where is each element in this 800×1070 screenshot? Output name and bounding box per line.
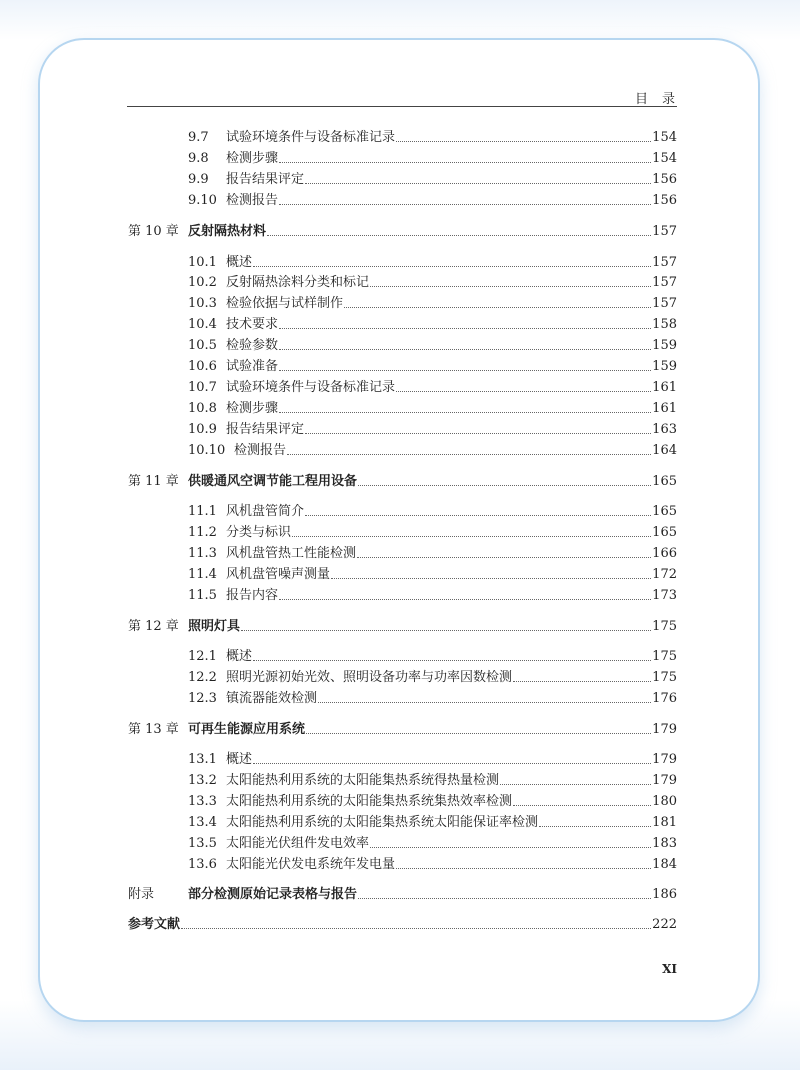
toc-entry-title: 风机盘管简介 <box>226 504 305 519</box>
toc-entry-title: 可再生能源应用系统 <box>188 722 306 737</box>
toc-leader-dots <box>305 183 651 184</box>
toc-entry-number: 12.2 <box>188 670 217 685</box>
toc-entry-number: 10.3 <box>188 296 217 311</box>
toc-section-row[interactable] <box>188 357 677 377</box>
toc-entry-number: 10.8 <box>188 401 217 416</box>
toc-entry-number: 附录 <box>128 887 155 902</box>
toc-entry-number: 9.9 <box>188 172 209 187</box>
header-title: 目录 <box>634 92 689 107</box>
toc-section-row[interactable] <box>188 813 677 833</box>
toc-leader-dots <box>396 141 651 142</box>
toc-entry-number: 11.4 <box>188 567 217 582</box>
toc-entry-page: 157 <box>652 255 677 270</box>
toc-entry-number: 9.8 <box>188 151 209 166</box>
toc-leader-dots <box>279 370 651 371</box>
toc-section-row[interactable] <box>188 170 677 190</box>
toc-entry-title: 分类与标识 <box>226 525 292 540</box>
toc-section-row[interactable] <box>188 128 677 148</box>
toc-leader-dots <box>279 599 651 600</box>
toc-leader-dots <box>292 536 651 537</box>
toc-entry-page: 183 <box>652 836 677 851</box>
toc-leader-dots <box>370 847 651 848</box>
toc-leader-dots <box>181 928 651 929</box>
toc-section-row[interactable] <box>188 502 677 522</box>
toc-section-row[interactable] <box>188 420 677 440</box>
toc-entry-page: 179 <box>652 722 677 737</box>
toc-entry-page: 161 <box>652 401 677 416</box>
toc-entry-number: 13.1 <box>188 752 217 767</box>
running-header <box>127 88 689 107</box>
toc-entry-number: 第 10 章 <box>128 224 179 239</box>
toc-entry-title: 概述 <box>226 255 253 270</box>
toc-entry-title: 照明灯具 <box>188 619 241 634</box>
toc-section-row[interactable] <box>188 689 677 709</box>
toc-leader-dots <box>253 266 651 267</box>
toc-entry-title: 检测报告 <box>234 443 287 458</box>
toc-leader-dots <box>287 454 651 455</box>
toc-entry-page: 157 <box>652 224 677 239</box>
toc-chapter-row[interactable] <box>128 222 677 242</box>
toc-entry-page: 156 <box>652 193 677 208</box>
toc-entry-number: 13.3 <box>188 794 217 809</box>
toc-leader-dots <box>539 826 651 827</box>
toc-entry-title: 试验环境条件与设备标准记录 <box>226 380 396 395</box>
toc-leader-dots <box>396 868 651 869</box>
toc-entry-title: 风机盘管热工性能检测 <box>226 546 357 561</box>
toc-entry-page: 181 <box>652 815 677 830</box>
toc-entry-number: 9.7 <box>188 130 209 145</box>
toc-leader-dots <box>253 660 651 661</box>
toc-entry-title: 风机盘管噪声测量 <box>226 567 331 582</box>
toc-section-row[interactable] <box>188 792 677 812</box>
toc-entry-title: 参考文献 <box>128 917 181 932</box>
toc-section-row[interactable] <box>188 855 677 875</box>
toc-leader-dots <box>241 630 651 631</box>
toc-section-row[interactable] <box>188 834 677 854</box>
toc-entry-title: 检验依据与试样制作 <box>226 296 344 311</box>
toc-section-row[interactable] <box>188 544 677 564</box>
toc-entry-title: 太阳能光伏发电系统年发电量 <box>226 857 396 872</box>
toc-entry-number: 13.2 <box>188 773 217 788</box>
toc-leader-dots <box>358 898 651 899</box>
toc-entry-title: 技术要求 <box>226 317 279 332</box>
toc-entry-page: 179 <box>652 773 677 788</box>
toc-entry-title: 反射隔热材料 <box>188 224 267 239</box>
toc-entry-number: 10.4 <box>188 317 217 332</box>
toc-chapter-row[interactable] <box>128 720 677 740</box>
toc-entry-number: 10.2 <box>188 275 217 290</box>
toc-section-row[interactable] <box>188 191 677 211</box>
toc-entry-page: 156 <box>652 172 677 187</box>
toc-section-row[interactable] <box>188 668 677 688</box>
toc-entry-title: 反射隔热涂料分类和标记 <box>226 275 370 290</box>
toc-entry-page: 176 <box>652 691 677 706</box>
toc-leader-dots <box>370 286 651 287</box>
toc-entry-number: 12.3 <box>188 691 217 706</box>
toc-leader-dots <box>279 412 651 413</box>
toc-leader-dots <box>267 235 651 236</box>
toc-entry-page: 173 <box>652 588 677 603</box>
toc-entry-number: 10.1 <box>188 255 217 270</box>
toc-entry-title: 部分检测原始记录表格与报告 <box>188 887 358 902</box>
toc-entry-page: 163 <box>652 422 677 437</box>
toc-section-row[interactable] <box>188 771 677 791</box>
toc-entry-title: 试验准备 <box>226 359 279 374</box>
toc-entry-number: 11.1 <box>188 504 217 519</box>
toc-entry-number: 13.5 <box>188 836 217 851</box>
toc-entry-number: 9.10 <box>188 193 217 208</box>
toc-leader-dots <box>253 763 651 764</box>
toc-entry-title: 镇流器能效检测 <box>226 691 318 706</box>
toc-entry-title: 报告结果评定 <box>226 422 305 437</box>
toc-leader-dots <box>279 349 651 350</box>
toc-leader-dots <box>358 485 651 486</box>
toc-entry-page: 165 <box>652 525 677 540</box>
toc-leader-dots <box>331 578 651 579</box>
toc-entry-page: 154 <box>652 130 677 145</box>
toc-entry-number: 第 11 章 <box>128 474 179 489</box>
toc-leader-dots <box>279 204 651 205</box>
toc-entry-number: 11.2 <box>188 525 217 540</box>
toc-leader-dots <box>279 162 651 163</box>
toc-leader-dots <box>344 307 651 308</box>
toc-entry-title: 检验参数 <box>226 338 279 353</box>
toc-chapter-row[interactable] <box>128 472 677 492</box>
toc-leader-dots <box>305 515 651 516</box>
toc-entry-title: 太阳能热利用系统的太阳能集热系统太阳能保证率检测 <box>226 815 539 830</box>
toc-entry-title: 报告结果评定 <box>226 172 305 187</box>
toc-section-row[interactable] <box>188 149 677 169</box>
toc-entry-page: 159 <box>652 359 677 374</box>
toc-section-row[interactable] <box>188 378 677 398</box>
toc-entry-page: 154 <box>652 151 677 166</box>
toc-entry-page: 161 <box>652 380 677 395</box>
toc-entry-number: 第 13 章 <box>128 722 179 737</box>
toc-entry-page: 175 <box>652 619 677 634</box>
toc-entry-title: 报告内容 <box>226 588 279 603</box>
toc-entry-title: 照明光源初始光效、照明设备功率与功率因数检测 <box>226 670 513 685</box>
toc-entry-page: 186 <box>652 887 677 902</box>
toc-entry-page: 165 <box>652 504 677 519</box>
toc-entry-page: 164 <box>652 443 677 458</box>
toc-entry-title: 概述 <box>226 752 253 767</box>
toc-section-row[interactable] <box>188 750 677 770</box>
toc-entry-number: 10.10 <box>188 443 226 458</box>
toc-entry-page: 184 <box>652 857 677 872</box>
toc-entry-title: 概述 <box>226 649 253 664</box>
toc-entry-number: 13.6 <box>188 857 217 872</box>
toc-entry-page: 166 <box>652 546 677 561</box>
toc-entry-title: 太阳能光伏组件发电效率 <box>226 836 370 851</box>
toc-section-row[interactable] <box>188 441 677 461</box>
toc-entry-title: 试验环境条件与设备标准记录 <box>226 130 396 145</box>
toc-entry-number: 11.3 <box>188 546 217 561</box>
toc-leader-dots <box>306 733 651 734</box>
toc-entry-number: 13.4 <box>188 815 217 830</box>
toc-leader-dots <box>396 391 651 392</box>
toc-entry-number: 第 12 章 <box>128 619 179 634</box>
toc-leader-dots <box>279 328 651 329</box>
page-number: XI <box>662 962 677 976</box>
toc-entry-title: 太阳能热利用系统的太阳能集热系统集热效率检测 <box>226 794 513 809</box>
toc-section-row[interactable] <box>188 399 677 419</box>
page-background-top <box>0 0 800 40</box>
toc-entry-number: 10.9 <box>188 422 217 437</box>
toc-entry-page: 175 <box>652 649 677 664</box>
toc-section-row[interactable] <box>188 523 677 543</box>
toc-leader-dots <box>513 805 651 806</box>
toc-section-row[interactable] <box>188 253 677 273</box>
toc-entry-page: 222 <box>652 917 677 932</box>
toc-entry-page: 175 <box>652 670 677 685</box>
toc-entry-page: 165 <box>652 474 677 489</box>
toc-section-row[interactable] <box>188 586 677 606</box>
toc-entry-page: 172 <box>652 567 677 582</box>
toc-chapter-row[interactable] <box>128 915 677 935</box>
toc-section-row[interactable] <box>188 294 677 314</box>
toc-entry-page: 180 <box>652 794 677 809</box>
toc-chapter-row[interactable] <box>128 617 677 637</box>
toc-entry-page: 157 <box>652 275 677 290</box>
toc-entry-title: 检测步骤 <box>226 401 279 416</box>
toc-section-row[interactable] <box>188 565 677 585</box>
toc-leader-dots <box>318 702 651 703</box>
toc-entry-number: 12.1 <box>188 649 217 664</box>
toc-leader-dots <box>500 784 651 785</box>
toc-chapter-row[interactable] <box>128 885 677 905</box>
toc-entry-title: 检测报告 <box>226 193 279 208</box>
toc-entry-page: 158 <box>652 317 677 332</box>
toc-leader-dots <box>513 681 651 682</box>
toc-entry-title: 太阳能热利用系统的太阳能集热系统得热量检测 <box>226 773 500 788</box>
toc-entry-title: 供暖通风空调节能工程用设备 <box>188 474 358 489</box>
toc-section-row[interactable] <box>188 315 677 335</box>
toc-entry-number: 10.5 <box>188 338 217 353</box>
toc-entry-number: 10.6 <box>188 359 217 374</box>
toc-entry-title: 检测步骤 <box>226 151 279 166</box>
toc-entry-page: 179 <box>652 752 677 767</box>
toc-leader-dots <box>357 557 651 558</box>
toc-section-row[interactable] <box>188 647 677 667</box>
toc-section-row[interactable] <box>188 273 677 293</box>
toc-section-row[interactable] <box>188 336 677 356</box>
toc-entry-page: 159 <box>652 338 677 353</box>
toc-entry-number: 11.5 <box>188 588 217 603</box>
toc-leader-dots <box>305 433 651 434</box>
toc-entry-page: 157 <box>652 296 677 311</box>
toc-entry-number: 10.7 <box>188 380 217 395</box>
